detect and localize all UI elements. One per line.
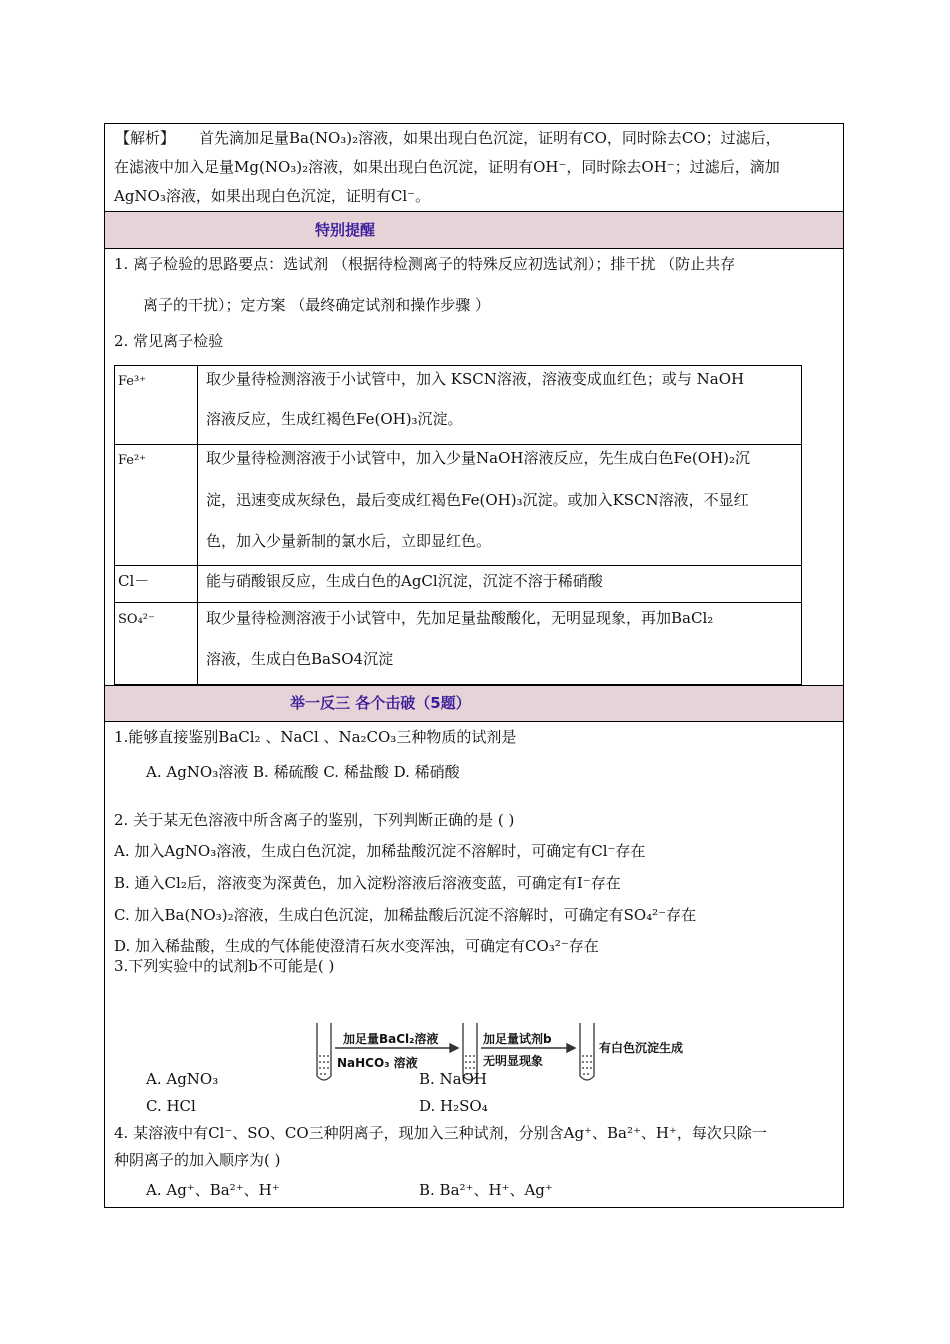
content-frame — [104, 123, 844, 1208]
ion-test-table — [114, 365, 802, 685]
analysis-line-2: 在滤液中加入足量Mg(NO₃)₂溶液，如果出现白色沉淀，证明有OH⁻，同时除去OH⁻；过滤后，滴加 — [114, 158, 780, 176]
question-4-option-a: A. Ag⁺、Ba²⁺、H⁺ — [146, 1181, 280, 1199]
question-3-stem: 3.下列实验中的试剂b不可能是( ) — [114, 957, 335, 975]
question-4-option-b: B. Ba²⁺、H⁺、Ag⁺ — [419, 1181, 553, 1199]
ion-desc-line: 取少量待检测溶液于小试管中，加入少量NaOH溶液反应，先生成白色Fe(OH)₂沉 — [206, 449, 751, 467]
question-4-stem-line-2: 种阴离子的加入顺序为( ) — [114, 1151, 281, 1169]
ion-desc-line: 能与硝酸银反应，生成白色的AgCl沉淀，沉淀不溶于稀硝酸 — [206, 572, 603, 590]
ion-label: Fe²⁺ — [118, 453, 147, 468]
divider — [105, 721, 843, 722]
reminder-band — [105, 212, 843, 248]
reminder-item-1-line-1: 1. 离子检验的思路要点：选试剂 （根据待检测离子的特殊反应初选试剂）；排干扰 （防止共存 — [114, 255, 736, 273]
diagram-step-2-label: 加足量试剂b — [483, 1032, 552, 1046]
ion-label: SO₄²⁻ — [118, 612, 155, 627]
ion-desc-line: 淀，迅速变成灰绿色，最后变成红褐色Fe(OH)₃沉淀。或加入KSCN溶液，不显红 — [206, 491, 749, 509]
analysis-line-3: AgNO₃溶液，如果出现白色沉淀，证明有Cl⁻。 — [114, 187, 431, 205]
ion-desc-line: 溶液，生成白色BaSO4沉淀 — [206, 650, 394, 668]
question-2-stem: 2. 关于某无色溶液中所含离子的鉴别，下列判断正确的是 ( ) — [114, 811, 515, 829]
question-2-option-b: B. 通入Cl₂后，溶液变为深黄色，加入淀粉溶液后溶液变蓝，可确定有I⁻存在 — [114, 874, 621, 892]
question-1-options: A. AgNO₃溶液 B. 稀硫酸 C. 稀盐酸 D. 稀硝酸 — [146, 763, 460, 781]
question-1-stem: 1.能够直接鉴别BaCl₂ 、NaCl 、Na₂CO₃三种物质的试剂是 — [114, 728, 517, 746]
ion-desc-line: 取少量待检测溶液于小试管中，加入 KSCN溶液，溶液变成血红色；或与 NaOH — [206, 370, 745, 388]
question-3-option-a: A. AgNO₃ — [146, 1070, 219, 1088]
diagram-tube-1-label: NaHCO₃ 溶液 — [337, 1056, 418, 1070]
question-3-option-d: D. H₂SO₄ — [419, 1097, 488, 1115]
diagram-result-label: 有白色沉淀生成 — [599, 1041, 684, 1055]
test-tube-icon — [580, 1023, 594, 1080]
question-2-option-d: D. 加入稀盐酸，生成的气体能使澄清石灰水变浑浊，可确定有CO₃²⁻存在 — [114, 937, 599, 955]
ion-label: Cl－ — [118, 572, 150, 590]
question-3-option-c: C. HCl — [146, 1097, 196, 1115]
practice-title: 举一反三 各个击破（5题） — [290, 694, 471, 712]
diagram-step-1-label: 加足量BaCl₂溶液 — [343, 1032, 439, 1046]
diagram-mid-label: 无明显现象 — [483, 1054, 544, 1068]
reminder-item-2: 2. 常见离子检验 — [114, 332, 224, 350]
practice-band — [105, 686, 843, 721]
analysis-line-1: 首先滴加足量Ba(NO₃)₂溶液，如果出现白色沉淀，证明有CO，同时除去CO；过滤后， — [199, 129, 781, 147]
test-tube-icon — [317, 1023, 331, 1080]
question-4-stem-line-1: 4. 某溶液中有Cl⁻、SO、CO三种阴离子，现加入三种试剂，分别含Ag⁺、Ba²⁺、H⁺，每次只除一 — [114, 1124, 767, 1142]
ion-desc-line: 取少量待检测溶液于小试管中，先加足量盐酸酸化，无明显现象，再加BaCl₂ — [206, 609, 714, 627]
question-3-option-b: B. NaOH — [419, 1070, 488, 1088]
reminder-item-1-line-2: 离子的干扰）；定方案 （最终确定试剂和操作步骤 ） — [143, 296, 491, 314]
analysis-label: 【解析】 — [115, 129, 176, 147]
question-2-option-a: A. 加入AgNO₃溶液，生成白色沉淀，加稀盐酸沉淀不溶解时，可确定有Cl⁻存在 — [114, 842, 646, 860]
experiment-diagram — [313, 1021, 684, 1081]
ion-label: Fe³⁺ — [118, 374, 147, 389]
divider — [105, 248, 843, 249]
reminder-title: 特别提醒 — [315, 221, 376, 239]
ion-desc-line: 溶液反应，生成红褐色Fe(OH)₃沉淀。 — [206, 410, 463, 428]
ion-desc-line: 色，加入少量新制的氯水后，立即显红色。 — [206, 532, 492, 550]
question-2-option-c: C. 加入Ba(NO₃)₂溶液，生成白色沉淀，加稀盐酸后沉淀不溶解时，可确定有SO₄²⁻存在 — [114, 906, 697, 924]
